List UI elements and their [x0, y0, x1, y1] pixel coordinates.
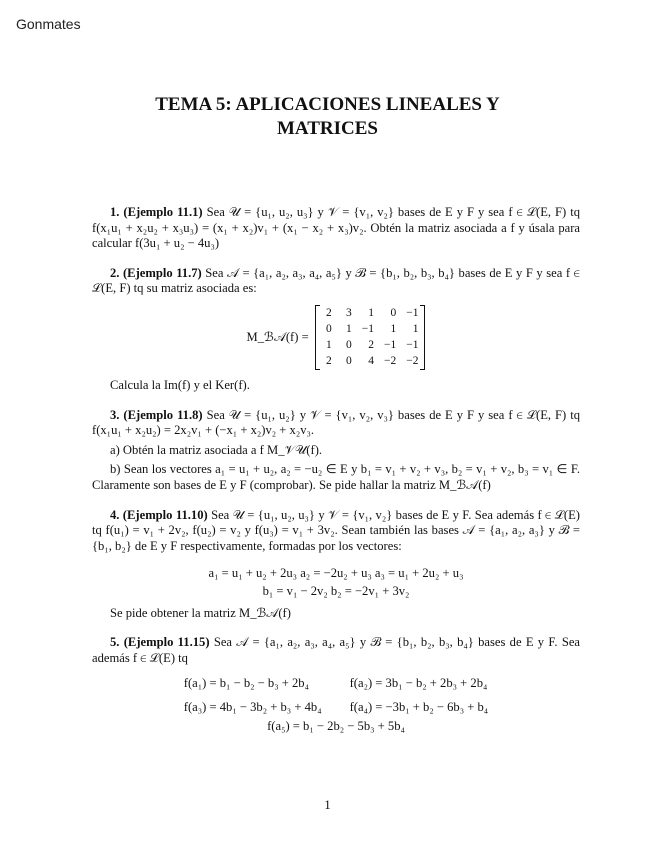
matrix-cell: 1 — [345, 322, 352, 335]
matrix-cell: 2 — [368, 338, 374, 351]
matrix-cell: 1 — [368, 306, 374, 319]
matrix-cell: 4 — [368, 354, 374, 367]
matrix-cell: −1 — [383, 338, 397, 351]
matrix-cell: −2 — [383, 354, 397, 367]
matrix-cell: 1 — [325, 338, 332, 351]
page-number: 1 — [324, 797, 331, 812]
equation-b-vectors: b₁ = v₁ − 2v₂ b₂ = −2v₁ + 3v₂ — [262, 583, 410, 598]
matrix-cell: −2 — [406, 354, 419, 367]
matrix-cell: 2 — [325, 306, 332, 319]
equation: f(a₄) = −3b₁ + b₂ − 6b₃ + b₄ — [349, 699, 489, 714]
equation: f(a₁) = b₁ − b₂ − b₃ + 2b₄ — [183, 676, 309, 691]
title-line-1: TEMA 5: APLICACIONES LINEALES Y — [155, 94, 500, 115]
exercise-5-number: 5. (Ejemplo 11.15) — [110, 635, 210, 650]
exercise-list — [92, 205, 580, 737]
matrix-cell: −1 — [406, 338, 419, 351]
equation-system — [92, 676, 580, 715]
matrix — [315, 305, 426, 370]
exercise-2-number: 2. (Ejemplo 11.7) — [110, 265, 202, 280]
matrix-cell: 3 — [345, 306, 352, 319]
equation: f(a₃) = 4b₁ − 3b₂ + b₃ + 4b₄ — [183, 699, 322, 714]
matrix-cell: 2 — [325, 354, 332, 367]
matrix-cell: 0 — [345, 338, 352, 351]
exercise-3-part-a: a) Obtén la matriz asociada a f M_𝒱𝒰(f). — [110, 442, 323, 457]
exercise-3-part-b: b) Sean los vectores a₁ = u₁ + u₂, a₂ = −u₂ ∈ E y b₁ = v₁ + v₂ + v₃, b₂ = v₁ + v₂, b₃ = v₁ ∈ F. Claramente son bases de E y F (comprobar). Se pide hallar la matriz M_ℬ𝒜(f) — [92, 462, 580, 492]
matrix-equation — [92, 305, 580, 370]
title-line-2: MATRICES — [277, 118, 378, 139]
matrix-cell: 1 — [390, 322, 397, 335]
matrix-cell: 0 — [390, 306, 397, 319]
matrix-label: M_ℬ𝒜(f) = — [246, 329, 309, 344]
exercise-2 — [92, 266, 580, 297]
matrix-cell: 0 — [325, 322, 332, 335]
exercise-3-number: 3. (Ejemplo 11.8) — [110, 407, 203, 422]
equation-a-vectors: a₁ = u₁ + u₂ + 2u₃ a₂ = −2u₂ + u₃ a₃ = u₁ + 2u₂ + u₃ — [208, 566, 464, 581]
exercise-4-question: Se pide obtener la matriz M_ℬ𝒜(f) — [110, 605, 291, 620]
exercise-1-text: Sea 𝒰 = {u₁, u₂, u₃} y 𝒱 = {v₁, v₂} bases de E y F y sea f ∈ ℒ(E, F) tq f(x₁u₁ + x₂u₂ + x₃u₃) = (x₁ + x₂)v₁ + (x₁ − x₂ + x₃)v₂. Obtén la matriz asociada a f y úsala para calcular f(3u₁ + u₂ − 4u₃) — [92, 205, 580, 251]
matrix-cell: 1 — [412, 322, 419, 335]
matrix-cell: 0 — [345, 354, 352, 367]
exercise-3-text: Sea 𝒰 = {u₁, u₂} y 𝒱 = {v₁, v₂, v₃} bases de E y F y sea f ∈ ℒ(E, F) tq f(x₁u₁ + x₂u₂) = 2x₂v₁ + (−x₁ + x₂)v₂ + x₂v₃. — [92, 407, 580, 438]
exercise-5 — [92, 635, 580, 666]
exercise-3 — [92, 408, 580, 439]
exercise-4-number: 4. (Ejemplo 11.10) — [110, 507, 208, 522]
equation: f(a₅) = b₁ − 2b₂ − 5b₃ + 5b₄ — [267, 719, 405, 734]
watermark: Gonmates — [16, 16, 81, 32]
equation: f(a₂) = 3b₁ − b₂ + 2b₃ + 2b₄ — [349, 676, 488, 691]
exercise-4 — [92, 508, 580, 555]
matrix-cell: −1 — [406, 306, 419, 319]
exercise-1-number: 1. (Ejemplo 11.1) — [110, 205, 203, 219]
exercise-5-text: Sea 𝒜 = {a₁, a₂, a₃, a₄, a₅} y ℬ = {b₁, b₂, b₃, b₄} bases de E y F. Sea además f ∈ ℒ(E) tq — [92, 635, 580, 665]
exercise-4-text: Sea 𝒰 = {u₁, u₂, u₃} y 𝒱 = {v₁, v₂} bases de E y F. Sea además f ∈ ℒ(E) tq f(u₁) = v₁ + 2v₂, f(u₂) = v₂ y f(u₃) = v₁ + 3v₂. Sean también las bases 𝒜 = {a₁, a₂, a₃} y ℬ = {b₁, b₂} de E y F respectivamente, formadas por los vectores: — [92, 507, 580, 553]
exercise-2-text: Sea 𝒜 = {a₁, a₂, a₃, a₄, a₅} y ℬ = {b₁, b₂, b₃, b₄} bases de E y F y sea f ∈ ℒ(E, F) tq su matriz asociada es: — [92, 265, 580, 296]
exercise-2-question: Calcula la Im(f) y el Ker(f). — [110, 377, 250, 392]
page-title — [0, 93, 655, 141]
exercise-1 — [92, 205, 580, 252]
matrix-cell: −1 — [361, 322, 374, 335]
